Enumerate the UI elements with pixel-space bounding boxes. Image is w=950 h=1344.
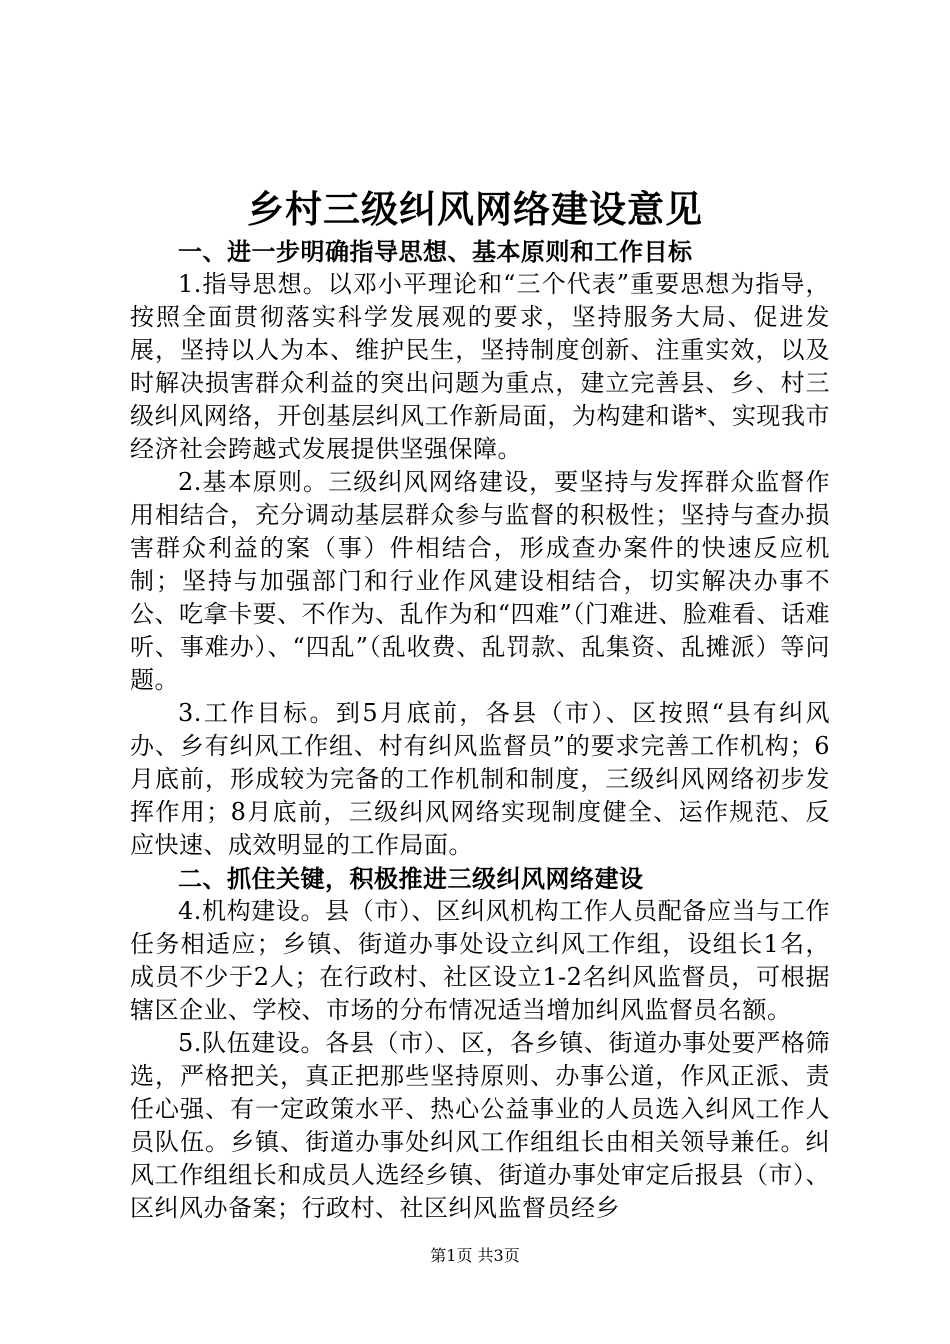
section-heading-2: 二、抓住关键，积极推进三级纠风网络建设	[178, 864, 644, 893]
paragraph-1: 1.指导思想。以邓小平理论和“三个代表”重要思想为指导，按照全面贯彻落实科学发展观的要求，坚持服务大局、促进发展，坚持以人为本、维护民生，坚持制度创新、注重实效，以及时解决损害群众利益的突出问题为重点，建立完善县、乡、村三级纠风网络，开创基层纠风工作新局面，为构建和谐*、实现我市经济社会跨越式发展提供坚强保障。	[130, 270, 830, 463]
document-title: 乡村三级纠风网络建设意见	[247, 187, 703, 231]
paragraph-3: 3.工作目标。到5月底前，各县（市）、区按照“县有纠风办、乡有纠风工作组、村有纠风监督员”的要求完善工作机构；6月底前，形成较为完备的工作机制和制度，三级纠风网络初步发挥作用；8月底前，三级纠风网络实现制度健全、运作规范、反应快速、成效明显的工作局面。	[130, 699, 830, 859]
paragraph-2: 2.基本原则。三级纠风网络建设，要坚持与发挥群众监督作用相结合，充分调动基层群众参与监督的积极性；坚持与查办损害群众利益的案（事）件相结合，形成查办案件的快速反应机制；坚持与加强部门和行业作风建设相结合，切实解决办事不公、吃拿卡要、不作为、乱作为和“四难”（门难进、脸难看、话难听、事难办）、“四乱”（乱收费、乱罚款、乱集资、乱摊派）等问题。	[130, 468, 830, 694]
document-body	[130, 235, 830, 1225]
section-heading-1: 一、进一步明确指导思想、基本原则和工作目标	[178, 237, 693, 266]
page-footer: 第1页 共3页	[430, 1246, 520, 1265]
paragraph-4: 4.机构建设。县（市）、区纠风机构工作人员配备应当与工作任务相适应；乡镇、街道办事处设立纠风工作组，设组长1名，成员不少于2人；在行政村、社区设立1-2名纠风监督员，可根据辖区企业、学校、市场的分布情况适当增加纠风监督员名额。	[130, 897, 830, 1024]
paragraph-5: 5.队伍建设。各县（市）、区，各乡镇、街道办事处要严格筛选，严格把关，真正把那些坚持原则、办事公道，作风正派、责任心强、有一定政策水平、热心公益事业的人员选入纠风工作人员队伍。乡镇、街道办事处纠风工作组组长由相关领导兼任。纠风工作组组长和成员人选经乡镇、街道办事处审定后报县（市）、区纠风办备案；行政村、社区纠风监督员经乡	[130, 1029, 830, 1222]
